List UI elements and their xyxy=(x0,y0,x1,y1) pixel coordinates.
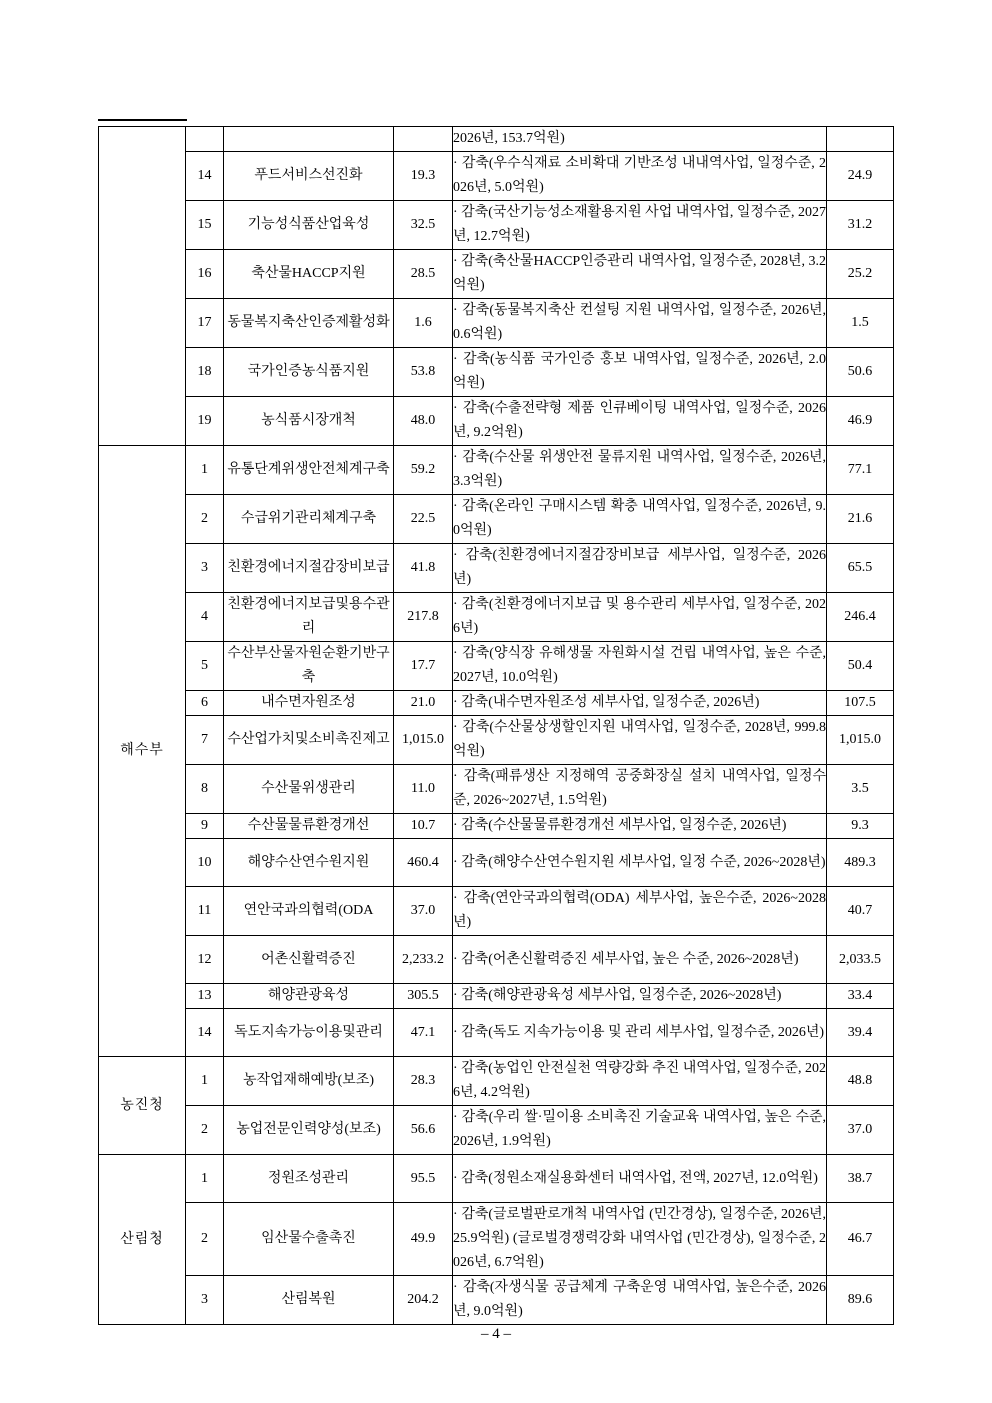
table-row xyxy=(99,1057,894,1106)
row-number-cell: 18 xyxy=(186,348,224,397)
table-row xyxy=(99,814,894,839)
revised-amount-cell: 489.3 xyxy=(827,839,894,887)
reduction-description-cell: · 감축(축산물HACCP인증관리 내역사업, 일정수준, 2028년, 3.2억원) xyxy=(453,250,827,299)
table-row xyxy=(99,936,894,984)
table-row xyxy=(99,691,894,716)
revised-amount-cell: 24.9 xyxy=(827,152,894,201)
reduction-description-cell: · 감축(자생식물 공급체계 구축운영 내역사업, 높은수준, 2026년, 9.0억원) xyxy=(453,1276,827,1325)
reduction-description-cell: · 감축(패류생산 지정해역 공중화장실 설치 내역사업, 일정수준, 2026~2027년, 1.5억원) xyxy=(453,765,827,814)
row-number-cell: 5 xyxy=(186,642,224,691)
row-number-cell xyxy=(186,127,224,152)
project-name-cell: 푸드서비스선진화 xyxy=(224,152,394,201)
row-number-cell: 8 xyxy=(186,765,224,814)
page-number: – 4 – xyxy=(481,1326,511,1342)
project-name-cell: 산림복원 xyxy=(224,1276,394,1325)
revised-amount-cell: 38.7 xyxy=(827,1155,894,1203)
row-number-cell: 3 xyxy=(186,1276,224,1325)
budget-amount-cell: 28.5 xyxy=(394,250,453,299)
table-row xyxy=(99,984,894,1009)
ministry-cell: 해수부 xyxy=(99,446,186,1057)
reduction-description-cell: · 감축(친환경에너지보급 및 용수관리 세부사업, 일정수준, 2026년) xyxy=(453,593,827,642)
project-name-cell: 정원조성관리 xyxy=(224,1155,394,1203)
revised-amount-cell: 107.5 xyxy=(827,691,894,716)
reduction-description-cell: · 감축(친환경에너지절감장비보급 세부사업, 일정수준, 2026년) xyxy=(453,544,827,593)
revised-amount-cell: 31.2 xyxy=(827,201,894,250)
budget-amount-cell: 2,233.2 xyxy=(394,936,453,984)
table-row xyxy=(99,765,894,814)
revised-amount-cell: 46.7 xyxy=(827,1203,894,1276)
row-number-cell: 2 xyxy=(186,1106,224,1155)
reduction-description-cell: · 감축(해양관광육성 세부사업, 일정수준, 2026~2028년) xyxy=(453,984,827,1009)
budget-amount-cell: 1,015.0 xyxy=(394,716,453,765)
row-number-cell: 6 xyxy=(186,691,224,716)
table-row xyxy=(99,1106,894,1155)
row-number-cell: 11 xyxy=(186,887,224,936)
reduction-description-cell: · 감축(독도 지속가능이용 및 관리 세부사업, 일정수준, 2026년) xyxy=(453,1009,827,1057)
reduction-description-cell: · 감축(농식품 국가인증 홍보 내역사업, 일정수준, 2026년, 2.0억원) xyxy=(453,348,827,397)
table-row xyxy=(99,299,894,348)
budget-amount-cell: 56.6 xyxy=(394,1106,453,1155)
table-row xyxy=(99,1155,894,1203)
budget-amount-cell: 21.0 xyxy=(394,691,453,716)
budget-amount-cell xyxy=(394,127,453,152)
revised-amount-cell: 1.5 xyxy=(827,299,894,348)
row-number-cell: 7 xyxy=(186,716,224,765)
table-row xyxy=(99,593,894,642)
table-row xyxy=(99,544,894,593)
reduction-description-cell: · 감축(국산기능성소재활용지원 사업 내역사업, 일정수준, 2027년, 12.7억원) xyxy=(453,201,827,250)
project-name-cell: 수산물위생관리 xyxy=(224,765,394,814)
table-row xyxy=(99,446,894,495)
table-row xyxy=(99,348,894,397)
project-name-cell: 농식품시장개척 xyxy=(224,397,394,446)
row-number-cell: 4 xyxy=(186,593,224,642)
reduction-description-cell: · 감축(우리 쌀·밀이용 소비촉진 기술교육 내역사업, 높은 수준, 2026년, 1.9억원) xyxy=(453,1106,827,1155)
table-row xyxy=(99,642,894,691)
budget-amount-cell: 1.6 xyxy=(394,299,453,348)
table-row xyxy=(99,839,894,887)
row-number-cell: 1 xyxy=(186,1155,224,1203)
revised-amount-cell: 3.5 xyxy=(827,765,894,814)
ministry-cell: 산림청 xyxy=(99,1155,186,1325)
reduction-description-cell: · 감축(동물복지축산 컨설팅 지원 내역사업, 일정수준, 2026년, 0.6억원) xyxy=(453,299,827,348)
project-name-cell: 축산물HACCP지원 xyxy=(224,250,394,299)
revised-amount-cell: 50.4 xyxy=(827,642,894,691)
reduction-description-cell: · 감축(농업인 안전실천 역량강화 추진 내역사업, 일정수준, 2026년, 4.2억원) xyxy=(453,1057,827,1106)
project-name-cell: 친환경에너지보급및용수관리 xyxy=(224,593,394,642)
project-name-cell: 해양수산연수원지원 xyxy=(224,839,394,887)
row-number-cell: 2 xyxy=(186,1203,224,1276)
row-number-cell: 1 xyxy=(186,446,224,495)
table-row xyxy=(99,1203,894,1276)
project-name-cell: 국가인증농식품지원 xyxy=(224,348,394,397)
budget-amount-cell: 10.7 xyxy=(394,814,453,839)
table-row xyxy=(99,1276,894,1325)
reduction-description-cell: · 감축(우수식재료 소비확대 기반조성 내내역사업, 일정수준, 2026년, 5.0억원) xyxy=(453,152,827,201)
row-number-cell: 13 xyxy=(186,984,224,1009)
project-name-cell: 농업전문인력양성(보조) xyxy=(224,1106,394,1155)
row-number-cell: 15 xyxy=(186,201,224,250)
project-name-cell: 임산물수출촉진 xyxy=(224,1203,394,1276)
revised-amount-cell xyxy=(827,127,894,152)
budget-amount-cell: 22.5 xyxy=(394,495,453,544)
reduction-description-cell: 2026년, 153.7억원) xyxy=(453,127,827,152)
revised-amount-cell: 1,015.0 xyxy=(827,716,894,765)
row-number-cell: 14 xyxy=(186,152,224,201)
row-number-cell: 14 xyxy=(186,1009,224,1057)
revised-amount-cell: 46.9 xyxy=(827,397,894,446)
reduction-description-cell: · 감축(수출전략형 제품 인큐베이팅 내역사업, 일정수준, 2026년, 9.2억원) xyxy=(453,397,827,446)
budget-amount-cell: 95.5 xyxy=(394,1155,453,1203)
budget-amount-cell: 11.0 xyxy=(394,765,453,814)
revised-amount-cell: 9.3 xyxy=(827,814,894,839)
project-name-cell: 수산부산물자원순환기반구축 xyxy=(224,642,394,691)
budget-amount-cell: 59.2 xyxy=(394,446,453,495)
budget-table-body xyxy=(99,127,894,1325)
project-name-cell: 친환경에너지절감장비보급 xyxy=(224,544,394,593)
budget-amount-cell: 32.5 xyxy=(394,201,453,250)
revised-amount-cell: 37.0 xyxy=(827,1106,894,1155)
project-name-cell: 유통단계위생안전체계구축 xyxy=(224,446,394,495)
reduction-description-cell: · 감축(수산물상생할인지원 내역사업, 일정수준, 2028년, 999.8억원) xyxy=(453,716,827,765)
revised-amount-cell: 50.6 xyxy=(827,348,894,397)
table-row xyxy=(99,1009,894,1057)
row-number-cell: 1 xyxy=(186,1057,224,1106)
project-name-cell: 수산물물류환경개선 xyxy=(224,814,394,839)
row-number-cell: 10 xyxy=(186,839,224,887)
table-row xyxy=(99,887,894,936)
project-name-cell: 농작업재해예방(보조) xyxy=(224,1057,394,1106)
project-name-cell: 내수면자원조성 xyxy=(224,691,394,716)
table-row xyxy=(99,495,894,544)
row-number-cell: 16 xyxy=(186,250,224,299)
table-row xyxy=(99,397,894,446)
project-name-cell: 해양관광육성 xyxy=(224,984,394,1009)
budget-amount-cell: 305.5 xyxy=(394,984,453,1009)
project-name-cell: 연안국과의협력(ODA xyxy=(224,887,394,936)
revised-amount-cell: 40.7 xyxy=(827,887,894,936)
revised-amount-cell: 246.4 xyxy=(827,593,894,642)
budget-amount-cell: 217.8 xyxy=(394,593,453,642)
reduction-description-cell: · 감축(어촌신활력증진 세부사업, 높은 수준, 2026~2028년) xyxy=(453,936,827,984)
row-number-cell: 17 xyxy=(186,299,224,348)
row-number-cell: 9 xyxy=(186,814,224,839)
budget-amount-cell: 460.4 xyxy=(394,839,453,887)
revised-amount-cell: 25.2 xyxy=(827,250,894,299)
budget-amount-cell: 37.0 xyxy=(394,887,453,936)
revised-amount-cell: 33.4 xyxy=(827,984,894,1009)
revised-amount-cell: 39.4 xyxy=(827,1009,894,1057)
budget-amount-cell: 49.9 xyxy=(394,1203,453,1276)
reduction-description-cell: · 감축(정원소재실용화센터 내역사업, 전액, 2027년, 12.0억원) xyxy=(453,1155,827,1203)
revised-amount-cell: 89.6 xyxy=(827,1276,894,1325)
reduction-description-cell: · 감축(양식장 유해생물 자원화시설 건립 내역사업, 높은 수준, 2027년, 10.0억원) xyxy=(453,642,827,691)
project-name-cell: 동물복지축산인증제활성화 xyxy=(224,299,394,348)
project-name-cell: 독도지속가능이용및관리 xyxy=(224,1009,394,1057)
budget-amount-cell: 47.1 xyxy=(394,1009,453,1057)
revised-amount-cell: 77.1 xyxy=(827,446,894,495)
ministry-cell xyxy=(99,127,186,446)
revised-amount-cell: 65.5 xyxy=(827,544,894,593)
ministry-cell: 농진청 xyxy=(99,1057,186,1155)
row-number-cell: 3 xyxy=(186,544,224,593)
budget-amount-cell: 41.8 xyxy=(394,544,453,593)
budget-amount-cell: 17.7 xyxy=(394,642,453,691)
table-row xyxy=(99,127,894,152)
row-number-cell: 12 xyxy=(186,936,224,984)
row-number-cell: 19 xyxy=(186,397,224,446)
project-name-cell: 수급위기관리체계구축 xyxy=(224,495,394,544)
budget-reduction-table xyxy=(98,126,894,1325)
table-row xyxy=(99,250,894,299)
reduction-description-cell: · 감축(내수면자원조성 세부사업, 일정수준, 2026년) xyxy=(453,691,827,716)
table-row xyxy=(99,152,894,201)
reduction-description-cell: · 감축(온라인 구매시스템 확충 내역사업, 일정수준, 2026년, 9.0억원) xyxy=(453,495,827,544)
reduction-description-cell: · 감축(해양수산연수원지원 세부사업, 일정 수준, 2026~2028년) xyxy=(453,839,827,887)
budget-amount-cell: 53.8 xyxy=(394,348,453,397)
project-name-cell xyxy=(224,127,394,152)
revised-amount-cell: 48.8 xyxy=(827,1057,894,1106)
table-row xyxy=(99,716,894,765)
table-continuation-border xyxy=(98,119,187,121)
project-name-cell: 어촌신활력증진 xyxy=(224,936,394,984)
revised-amount-cell: 21.6 xyxy=(827,495,894,544)
budget-amount-cell: 204.2 xyxy=(394,1276,453,1325)
reduction-description-cell: · 감축(글로벌판로개척 내역사업 (민간경상), 일정수준, 2026년, 25.9억원) (글로벌경쟁력강화 내역사업 (민간경상), 일정수준, 2026년, 6.7억원) xyxy=(453,1203,827,1276)
budget-amount-cell: 48.0 xyxy=(394,397,453,446)
reduction-description-cell: · 감축(수산물 위생안전 물류지원 내역사업, 일정수준, 2026년, 3.3억원) xyxy=(453,446,827,495)
revised-amount-cell: 2,033.5 xyxy=(827,936,894,984)
reduction-description-cell: · 감축(연안국과의협력(ODA) 세부사업, 높은수준, 2026~2028년) xyxy=(453,887,827,936)
project-name-cell: 수산업가치및소비촉진제고 xyxy=(224,716,394,765)
row-number-cell: 2 xyxy=(186,495,224,544)
budget-amount-cell: 28.3 xyxy=(394,1057,453,1106)
table-row xyxy=(99,201,894,250)
reduction-description-cell: · 감축(수산물물류환경개선 세부사업, 일정수준, 2026년) xyxy=(453,814,827,839)
project-name-cell: 기능성식품산업육성 xyxy=(224,201,394,250)
budget-amount-cell: 19.3 xyxy=(394,152,453,201)
